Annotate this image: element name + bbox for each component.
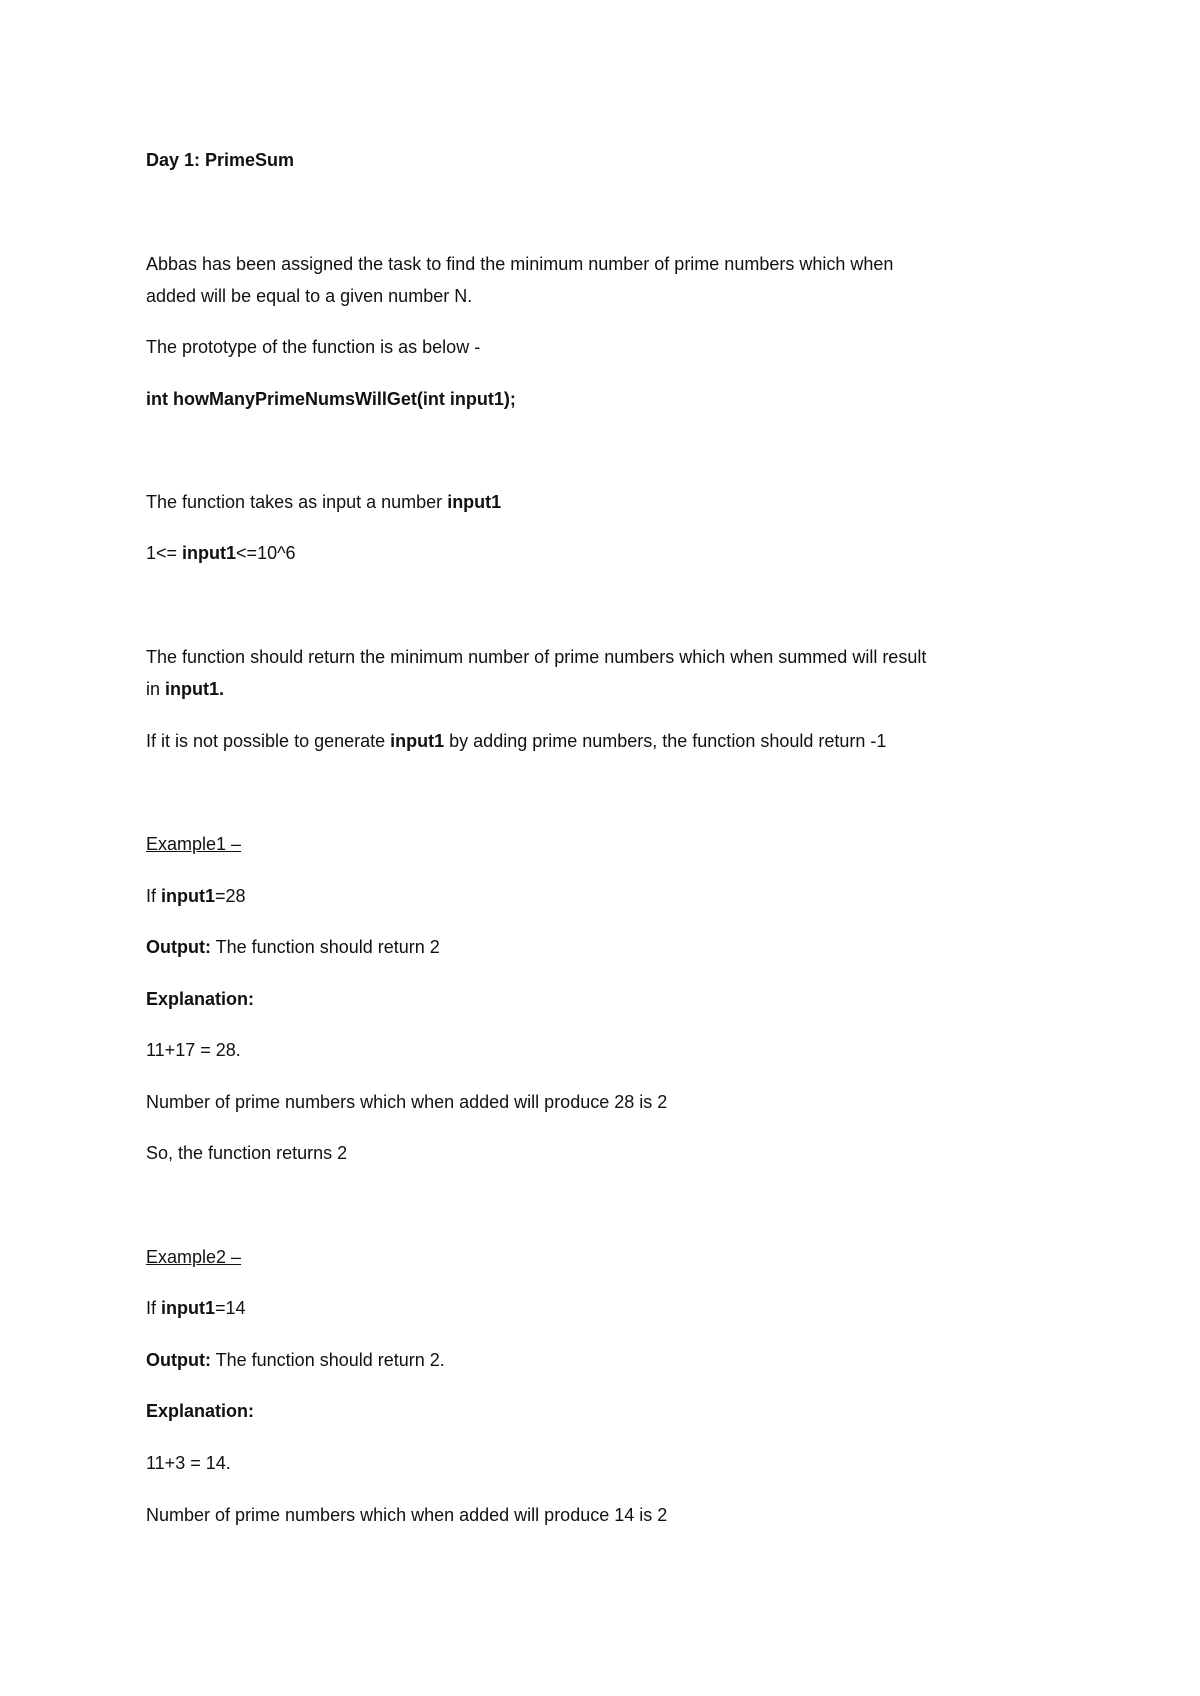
return-line2-variable: input1. bbox=[165, 679, 225, 699]
example1-input bbox=[146, 884, 246, 908]
constraint-variable: input1 bbox=[182, 543, 237, 563]
example1-output-text: The function should return 2 bbox=[210, 937, 440, 957]
example1-output-label: Output: bbox=[146, 937, 211, 957]
input-description bbox=[146, 490, 501, 514]
impossible-post: by adding prime numbers, the function should return -1 bbox=[444, 731, 887, 751]
example1-sum: 11+17 = 28. bbox=[146, 1040, 241, 1060]
constraint-post: <=10^6 bbox=[236, 543, 296, 563]
example1-if-variable: input1 bbox=[161, 886, 216, 906]
example2-explanation-label: Explanation: bbox=[146, 1401, 255, 1421]
return-description-line-2 bbox=[146, 677, 224, 701]
example2-if-pre: If bbox=[146, 1298, 162, 1318]
example2-if-variable: input1 bbox=[161, 1298, 216, 1318]
example1-count-line: Number of prime numbers which when added will produce 28 is 2 bbox=[146, 1092, 668, 1112]
example2-output bbox=[146, 1348, 445, 1372]
example2-output-text: The function should return 2. bbox=[210, 1350, 445, 1370]
impossible-case bbox=[146, 729, 886, 753]
example1-if-pre: If bbox=[146, 886, 162, 906]
input-constraint bbox=[146, 541, 296, 565]
input-variable: input1 bbox=[447, 492, 502, 512]
input-description-text: The function takes as input a number bbox=[146, 492, 448, 512]
example1-output bbox=[146, 935, 440, 959]
constraint-pre: 1<= bbox=[146, 543, 183, 563]
example1-heading: Example1 – bbox=[146, 834, 242, 854]
prototype-intro: The prototype of the function is as below - bbox=[146, 337, 481, 357]
function-prototype: int howManyPrimeNumsWillGet(int input1); bbox=[146, 389, 516, 409]
example1-if-post: =28 bbox=[215, 886, 246, 906]
intro-line-2: added will be equal to a given number N. bbox=[146, 286, 473, 306]
example1-explanation-label: Explanation: bbox=[146, 989, 255, 1009]
impossible-pre: If it is not possible to generate bbox=[146, 731, 391, 751]
intro-line-1: Abbas has been assigned the task to find the minimum number of prime numbers which when bbox=[146, 254, 894, 274]
example1-returns: So, the function returns 2 bbox=[146, 1143, 348, 1163]
example2-if-post: =14 bbox=[215, 1298, 246, 1318]
example2-output-label: Output: bbox=[146, 1350, 211, 1370]
example2-input bbox=[146, 1296, 246, 1320]
example2-heading: Example2 – bbox=[146, 1247, 242, 1267]
return-line2-pre: in bbox=[146, 679, 166, 699]
page-title: Day 1: PrimeSum bbox=[146, 150, 295, 170]
return-description-line-1: The function should return the minimum number of prime numbers which when summed will result bbox=[146, 647, 927, 667]
example2-count-line: Number of prime numbers which when added will produce 14 is 2 bbox=[146, 1505, 668, 1525]
impossible-variable: input1 bbox=[390, 731, 445, 751]
example2-sum: 11+3 = 14. bbox=[146, 1453, 231, 1473]
